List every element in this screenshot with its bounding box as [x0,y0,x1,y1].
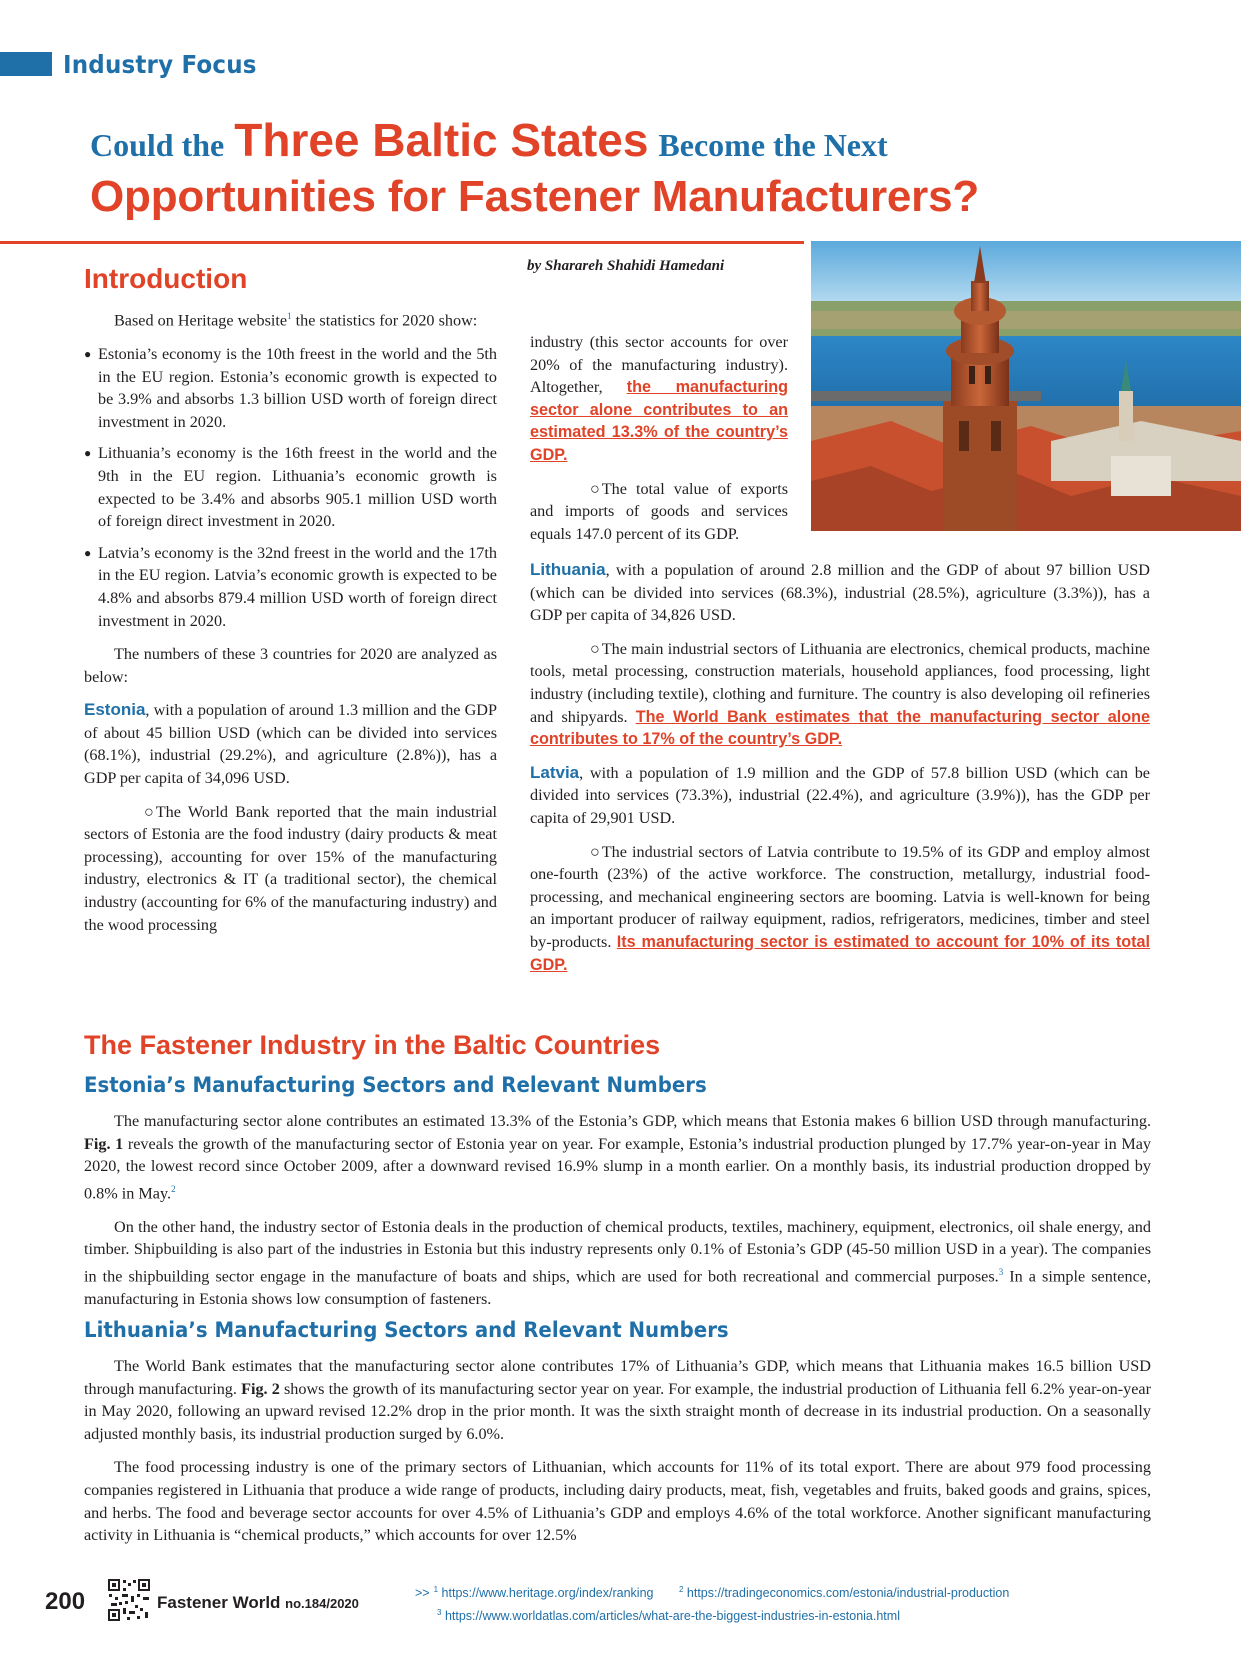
intro-bullet-list [84,343,497,632]
fastener-heading: The Fastener Industry in the Baltic Countries [84,1030,661,1060]
byline: by Sharareh Shahidi Hamedani [527,258,725,274]
text: The manufacturing sector alone contributes an estimated 13.3% of the Estonia’s GDP, which means that Estonia makes 6 billion USD through manufacturing. [114,1112,1151,1130]
qr-code-icon [107,1578,151,1622]
lithuania-subheading: Lithuania’s Manufacturing Sectors and Relevant Numbers [84,1318,729,1342]
section-color-bar [0,52,52,76]
circle-bullet-icon: ○ [144,802,154,821]
text: The World Bank estimates that the manufacturing sector alone contributes 17% of Lithuania’s GDP, which means that Lithuania makes 16.5 billion USD through manufacturing. [84,1357,1151,1398]
lithuania-body [84,1355,1151,1558]
reference-row [415,1580,1009,1603]
reference-link[interactable]: https://www.worldatlas.com/articles/what-are-the-biggest-industries-in-estonia.html [444,1609,900,1624]
left-column [84,305,497,936]
title-part3: Become the Next [658,127,888,163]
latvia-name: Latvia [530,762,580,782]
estonia-sectors-cont [530,331,788,467]
estonia-name: Estonia [84,700,146,720]
lithuania-sectors-text: The main industrial sectors of Lithuania are electronics, chemical products, machine tools, metal processing, construction materials, household appliances, food processing, light industry (including textile), clothing and furniture. The country is also developing oil refineries and shipyards. [530,639,1150,726]
intro-heading: Introduction [84,263,248,294]
lithuania-summary-text: , with a population of around 2.8 million and the GDP of about 97 billion USD (which can be divided into services (68.3%), industrial (28.5%), agriculture (3.3%)), has a GDP per capita of 34,826 USD. [530,561,1150,625]
footnote-ref: 2 [171,1183,176,1194]
title-part1: Could the [90,127,225,163]
text: reveals the growth of the manufacturing sector of Estonia year on year. For example, Estonia’s industrial production plunged by 17.7% year-on-year in May 2020, the lowest record since October 2009, after a downward revised 16.9% slump in a month earlier. On a monthly basis, its industrial production dropped by 0.8% in May. [84,1134,1151,1203]
lithuania-name: Lithuania [530,560,606,579]
estonia-trade-text: The total value of exports and imports of goods and services equals 147.0 percent of its GDP. [530,479,788,543]
lithuania-highlight: The World Bank estimates that the manufacturing sector alone contributes to 17% of the country’s GDP. [530,707,1150,749]
reference-link[interactable]: https://www.heritage.org/index/ranking [441,1586,654,1601]
lithuania-sectors [530,638,1150,751]
title-rule [0,241,804,244]
footnote-references [415,1580,1009,1626]
magazine-title: Fastener World [157,1593,281,1612]
analysis-intro: The numbers of these 3 countries for 2020 are analyzed as below: [84,645,497,686]
footnote-ref: 3 [998,1266,1004,1277]
riga-cityscape-photo [811,241,1241,531]
figure-ref: Fig. 2 [241,1379,280,1398]
estonia-continuation [530,331,788,556]
magazine-name [157,1593,359,1613]
article-title-line2: Opportunities for Fastener Manufacturers? [90,172,980,221]
ref-number: 3 [437,1608,442,1618]
estonia-paragraph-2 [84,1216,1151,1311]
text: In a simple sentence, manufacturing in Estonia shows low consumption of fasteners. [84,1267,1152,1308]
ref-number: 1 [433,1585,439,1594]
lithuania-paragraph-2: The food processing industry is one of the primary sectors of Lithuanian, which accounts for 11% of its total export. There are about 979 food processing companies registered in Lithuania that produce a wide range of products, including dairy products, meat, fish, vegetables and fruits, baked goods and grains, spices, and herbs. The food and beverage sector accounts for over 4.5% of Lithuania’s GDP and employs 4.6% of the total workforce. Another significant manufacturing activity in Lithuania is “chemical products,” which accounts for over 12.5% [84,1458,1151,1545]
estonia-sectors-text-cont: industry (this sector accounts for over 20% of the manufacturing industry). Altogether, [530,333,788,397]
page-number: 200 [45,1588,86,1615]
intro-lead-text: Based on Heritage website [114,311,288,330]
circle-bullet-icon: ○ [590,479,600,498]
reference-row [415,1603,1009,1626]
figure-ref: Fig. 1 [84,1134,124,1153]
bullet-latvia: ● Latvia’s economy is the 32nd freest in the world and the 17th in the EU region. Latvia’s economic growth is expected to be 4.8% and absorbs 879.4 million USD worth of foreign direct investment in 2020. [84,542,497,632]
intro-lead-text-cont: the statistics for 2020 show: [291,311,478,330]
estonia-body [84,1110,1151,1322]
estonia-paragraph-1 [84,1110,1151,1205]
arrow-icon: >> [415,1586,430,1601]
estonia-trade [530,478,788,546]
bullet-estonia: ● Estonia’s economy is the 10th freest in the world and the 5th in the EU region. Estonia’s economic growth is expected to be 3.9% and absorbs 1.3 billion USD worth of foreign direct investment in 2020. [84,343,497,433]
latvia-highlight: Its manufacturing sector is estimated to account for 10% of its total GDP. [530,932,1150,974]
article-title-line1 [90,113,888,167]
estonia-sectors-text: The World Bank reported that the main industrial sectors of Estonia are the food industry (dairy products & meat processing), accounting for over 15% of the manufacturing industry, electronics & IT (a traditional sector), the chemical industry (accounting for 6% of the manufacturing industry) and the wood processing [84,802,497,934]
ref-number: 2 [678,1585,684,1594]
estonia-subheading: Estonia’s Manufacturing Sectors and Relevant Numbers [84,1073,707,1097]
estonia-highlight: the manufacturing sector alone contributes to an estimated 13.3% of the country’s GDP. [530,378,788,464]
reference-link[interactable]: https://tradingeconomics.com/estonia/industrial-production [686,1586,1010,1601]
circle-bullet-icon: ○ [590,639,600,658]
circle-bullet-icon: ○ [590,842,600,861]
estonia-sectors [84,801,497,937]
latvia-sectors [530,841,1150,977]
title-part2: Three Baltic States [234,114,649,166]
lithuania-summary [530,559,1150,627]
estonia-summary [84,699,497,789]
right-column [530,559,1150,987]
lithuania-paragraph-1 [84,1355,1151,1445]
footnote-ref: 1 [287,311,292,321]
text: On the other hand, the industry sector of Estonia deals in the production of chemical products, textiles, machinery, equipment, electronics, oil shale energy, and timber. Shipbuilding is also part of the industries in Estonia but this industry represents only 0.1% of Estonia’s GDP (45-50 million USD in a year). The companies in the shipbuilding sector engage in the manufacture of boats and ships, which are used for both recreational and commercial purposes. [84,1217,1151,1286]
page-footer [45,1578,1241,1626]
latvia-summary [530,762,1150,830]
section-label: Industry Focus [63,50,257,79]
latvia-summary-text: , with a population of 1.9 million and the GDP of 57.8 billion USD (which can be divided into services (73.3%), industrial (22.4%), and agriculture (3.9%)), has the GDP per capita of 29,901 USD. [530,763,1150,827]
intro-lead [84,305,497,332]
issue-number: no.184/2020 [285,1596,359,1611]
text: shows the growth of its manufacturing sector year on year. For example, the industrial production of Lithuania fell 6.2% year-on-year in May 2020, following an upward revised 12.2% drop in the prior month. It was the sixth straight month of decrease in its industrial production. On a seasonally adjusted monthly basis, its industrial production surged by 6.0%. [84,1379,1152,1443]
bullet-lithuania: ● Lithuania’s economy is the 16th freest in the world and the 9th in the EU region. Lithuania’s economic growth is expected to be 3.4% and absorbs 905.1 million USD worth of foreign direct investment in 2020. [84,442,497,532]
latvia-sectors-text: The industrial sectors of Latvia contribute to 19.5% of its GDP and employ almost one-fourth (23%) of the active workforce. The construction, metallurgy, industrial food-processing, and mechanical engineering sectors are booming. Latvia is well-known for being an important producer of railway equipment, radios, refrigerators, medicines, timber and steel by-products. [530,842,1150,951]
estonia-summary-text: , with a population of around 1.3 million and the GDP of about 45 billion USD (which can be divided into services (68.1%), industrial (29.2%), and agriculture (2.8%)), has a GDP per capita of 34,096 USD. [84,701,497,788]
